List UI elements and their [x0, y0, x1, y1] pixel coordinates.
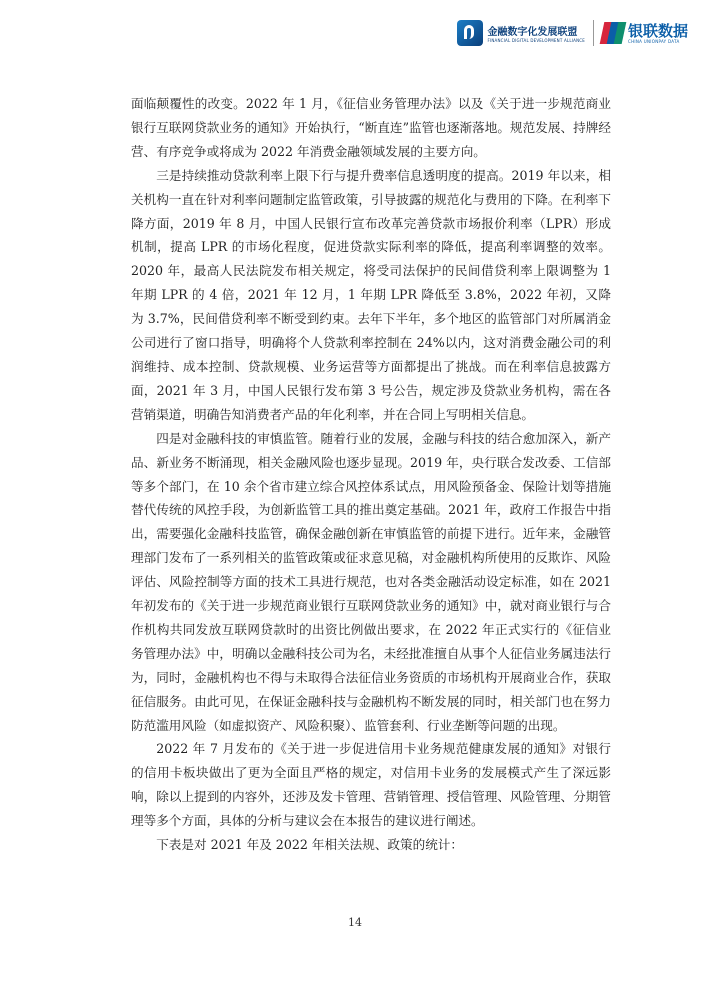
page-header	[457, 20, 688, 46]
paragraph-table-intro: 下表是对 2021 年及 2022 年相关法规、政策的统计：	[156, 837, 463, 853]
document-body	[131, 92, 611, 857]
paragraph-continued: 面临颠覆性的改变。2022 年 1 月，《征信业务管理办法》以及《关于进一步规范商业银行互联网贷款业务的通知》开始执行，“断直连”监管也逐渐落地。规范发展、持牌经营、有序竞争或将成为 2022 年消费金融领域发展的主要方向。	[131, 96, 611, 159]
unionpay-data-name: 银联数据	[627, 21, 688, 40]
unionpay-data-logo	[602, 22, 688, 44]
alliance-logo-icon	[457, 20, 483, 46]
paragraph-credit-card-notice: 2022 年 7 月发布的《关于进一步促进信用卡业务规范健康发展的通知》对银行的信用卡板块做出了更为全面且严格的规定，对信用卡业务的发展模式产生了深远影响，除以上提到的内容外，还涉及发卡管理、营销管理、授信管理、风险管理、分期管理等多个方面，具体的分析与建议会在本报告的建议进行阐述。	[131, 741, 611, 829]
page-number: 14	[348, 916, 362, 929]
alliance-logo	[457, 20, 594, 46]
alliance-logo-name: 金融数字化发展联盟	[487, 27, 578, 38]
unionpay-logo-icon	[602, 22, 624, 44]
alliance-logo-english: FINANCIAL DIGITAL DEVELOPMENT ALLIANCE	[487, 38, 585, 43]
paragraph-interest-rate: 三是持续推动贷款利率上限下行与提升费率信息透明度的提高。2019 年以来，相关机构一直在针对利率问题制定监管政策，引导披露的规范化与费用的下降。在利率下降方面，2019 年 8 月，中国人民银行宣布改革完善贷款市场报价利率（LPR）形成机制，提高 LPR 的市场化程度，促进贷款实际利率的降低，提高利率调整的效率。2020 年，最高人民法院发布相关规定，将受司法保护的民间借贷利率上限调整为 1 年期 LPR 的 4 倍，2021 年 12 月，1 年期 LPR 降低至 3.8%，2022 年初，又降为 3.7%，民间借贷利率不断受到约束。去年下半年，多个地区的监管部门对所属消金公司进行了窗口指导，明确将个人贷款利率控制在 24%以内，这对消费金融公司的利润维持、成本控制、贷款规模、业务运营等方面都提出了挑战。而在利率信息披露方面，2021 年 3 月，中国人民银行发布第 3 号公告，规定涉及贷款业务机构，需在各营销渠道，明确告知消费者产品的年化利率，并在合同上写明相关信息。	[131, 167, 611, 422]
unionpay-data-english: CHINA UNIONPAY DATA	[627, 38, 680, 44]
paragraph-fintech-regulation: 四是对金融科技的审慎监管。随着行业的发展，金融与科技的结合愈加深入，新产品、新业务不断涌现，相关金融风险也逐步显现。2019 年，央行联合发改委、工信部等多个部门，在 10 余个省市建立综合风控体系试点，用风险预备金、保险计划等措施替代传统的风控手段，为创新监管工具的推出奠定基础。2021 年，政府工作报告中指出，需要强化金融科技监管，确保金融创新在审慎监管的前提下进行。近年来，金融管理部门发布了一系列相关的监管政策或征求意见稿，对金融机构所使用的反欺诈、风险评估、风险控制等方面的技术工具进行规范，也对各类金融活动设定标准，如在 2021 年初发布的《关于进一步规范商业银行互联网贷款业务的通知》中，就对商业银行与合作机构共同发放互联网贷款时的出资比例做出要求，在 2022 年正式实行的《征信业务管理办法》中，明确以金融科技公司为名，未经批准擅自从事个人征信业务属违法行为，同时，金融机构也不得与未取得合法征信业务资质的市场机构开展商业合作，获取征信服务。由此可见，在保证金融科技与金融机构不断发展的同时，相关部门也在努力防范滥用风险（如虚拟资产、风险积聚）、监管套利、行业垄断等问题的出现。	[131, 430, 611, 733]
